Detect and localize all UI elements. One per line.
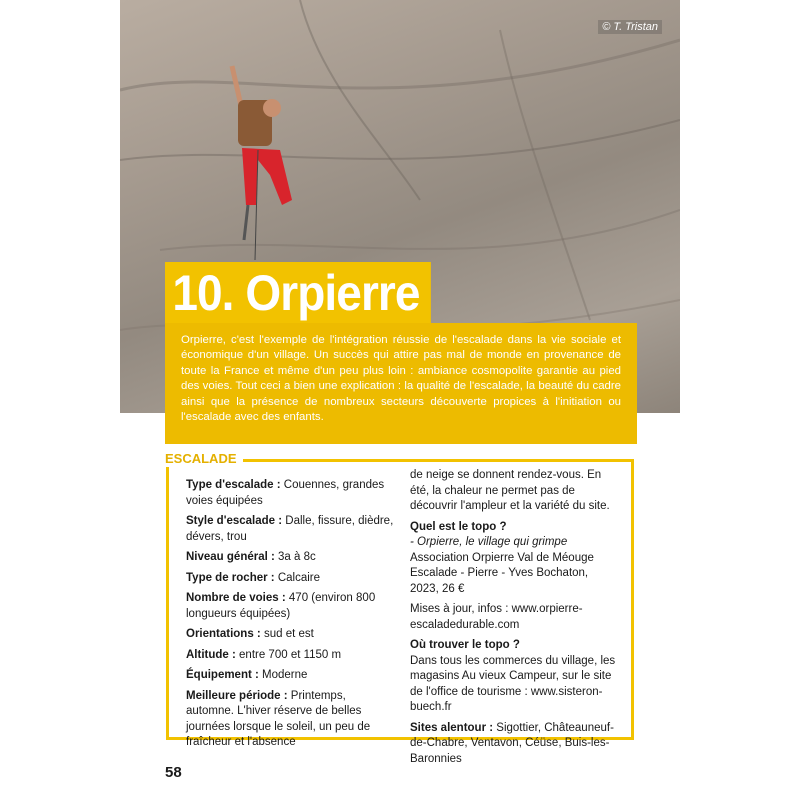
periode-continuation: de neige se donnent rendez-vous. En été, la chaleur ne permet pas de découvrir l'ampleur et la variété du site. [410,469,610,512]
sites-alentour: Sites alentour : Sigottier, Châteauneuf-de-Chabre, Ventavon, Céüse, Buis-les-Baronnies [410,721,614,765]
topo-title: - Orpierre, le village qui grimpe [410,536,568,548]
intro-paragraph: Orpierre, c'est l'exemple de l'intégration réussie de l'escalade dans la vie sociale et économique d'un village. Un succès qui attire pas mal de monde en provenance de toute la France et même d'un peu plus loin : ambiance cosmopolite garantie au pied des voies. Tout ceci a bien une explication : la qualité de l'escalade, la beauté du cadre ainsi que la présence de nombreux secteurs découverte propices à l'initiation ou l'escalade avec des enfants. [165,323,637,444]
info-column-right [410,468,620,772]
type-escalade: Type d'escalade : Couennes, grandes voies équipées [186,479,385,507]
topo-publisher: Association Orpierre Val de Méouge Escalade - Pierre - Yves Bochaton, 2023, 26 € [410,551,594,595]
topo-heading: Quel est le topo ? [410,520,507,533]
topo-updates: Mises à jour, infos : www.orpierre-escaladedurable.com [410,603,583,631]
type-rocher: Type de rocher : Calcaire [186,571,321,584]
climber-figure [232,66,292,260]
altitude: Altitude : entre 700 et 1150 m [186,648,342,661]
page-number: 58 [165,764,182,781]
where-heading: Où trouver le topo ? [410,639,520,651]
photo-credit: © T. Tristan [598,20,662,34]
where-value: Dans tous les commerces du village, les magasins Au vieux Campeur, sur le site de l'office de tourisme : www.sisteron-buech.fr [410,654,616,713]
page-title: 10. Orpierre [165,262,431,324]
equipement: Équipement : Moderne [186,669,308,681]
info-column-left [186,478,396,756]
orientations: Orientations : sud et est [186,628,314,640]
section-label: ESCALADE [165,451,243,467]
meilleure-periode: Meilleure période : Printemps, automne. L'hiver réserve de belles journées lorsque le soleil, un peu de fraîcheur et l'absence [186,689,371,748]
style-escalade: Style d'escalade : Dalle, fissure, dièdre, dévers, trou [186,515,394,543]
nombre-voies: Nombre de voies : 470 (environ 800 longueurs équipées) [186,592,376,620]
niveau-general: Niveau général : 3a à 8c [186,551,316,563]
